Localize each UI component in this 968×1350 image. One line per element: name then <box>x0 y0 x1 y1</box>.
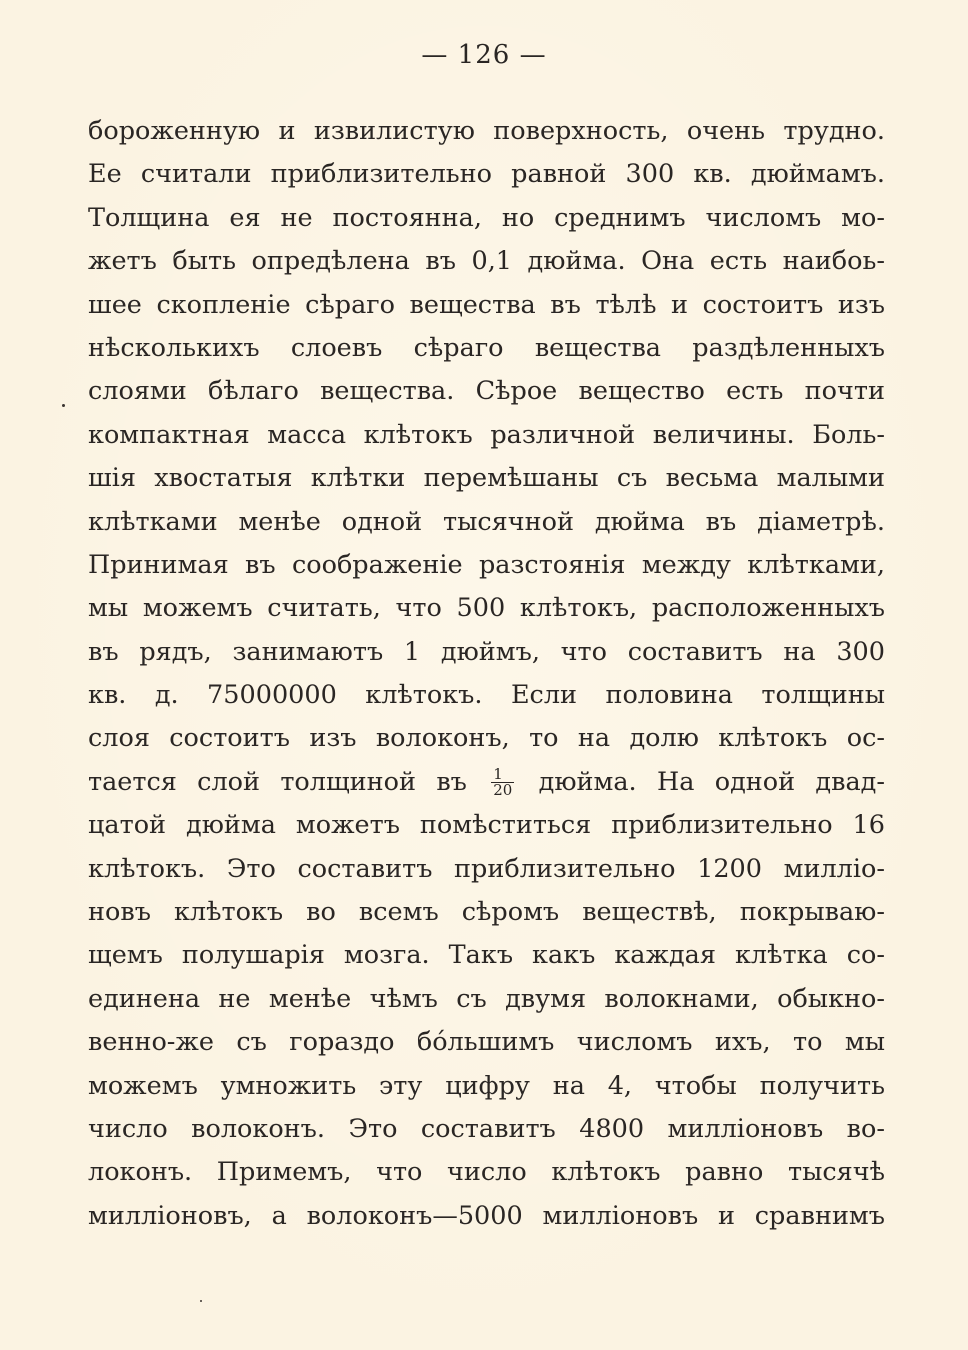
body-text <box>88 110 885 1238</box>
text-line: бороженную и извилистую поверхность, очень трудно. <box>88 116 885 146</box>
text-line-with-fraction <box>88 761 885 804</box>
text-line: слоя состоитъ изъ волоконъ, то на долю клѣтокъ ос- <box>88 723 885 754</box>
ink-speck <box>62 404 65 407</box>
text-line: Принимая въ соображеніе разстоянія между клѣтками, <box>88 549 885 580</box>
text-line: кв. д. 75000000 клѣтокъ. Если половина толщины <box>88 680 885 711</box>
text-line: въ рядъ, занимаютъ 1 дюймъ, что составитъ на 300 <box>88 636 885 667</box>
page-number: — 126 — <box>421 40 547 70</box>
text-line: венно-же съ гораздо бóльшимъ числомъ ихъ, то мы <box>88 1027 885 1058</box>
fraction-numerator: 1 <box>491 767 514 783</box>
text-line: можемъ умножить эту цифру на 4, чтобы получить <box>88 1070 885 1101</box>
text-line: мы можемъ считать, что 500 клѣтокъ, расположенныхъ <box>88 593 885 624</box>
text-line: клѣтокъ. Это составитъ приблизительно 1200 милліо- <box>88 853 885 884</box>
text-line: компактная масса клѣтокъ различной величины. Боль- <box>88 419 885 450</box>
text-line: Толщина ея не постоянна, но среднимъ числомъ мо- <box>88 202 885 233</box>
text-line: новъ клѣтокъ во всемъ сѣромъ веществѣ, покрываю- <box>88 897 885 928</box>
text-line: число волоконъ. Это составитъ 4800 милліоновъ во- <box>88 1113 885 1144</box>
fraction-line-before: тается слой толщиной въ <box>88 766 467 797</box>
ink-speck <box>200 1300 202 1302</box>
fraction-denominator: 20 <box>493 781 513 800</box>
text-line: цатой дюйма можетъ помѣститься приблизительно 16 <box>88 810 885 841</box>
text-line: шее скопленіе сѣраго вещества въ тѣлѣ и состоитъ изъ <box>88 289 885 320</box>
text-line: жетъ быть опредѣлена въ 0,1 дюйма. Она есть наибоь- <box>88 246 885 277</box>
text-line: шія хвостатыя клѣтки перемѣшаны съ весьма малыми <box>88 463 885 494</box>
text-line: единена не менѣе чѣмъ съ двумя волокнами, обыкно- <box>88 983 885 1014</box>
text-line: щемъ полушарія мозга. Такъ какъ каждая клѣтка со- <box>88 940 885 971</box>
text-line: клѣтками менѣе одной тысячной дюйма въ діаметрѣ. <box>88 506 885 537</box>
text-line: нѣсколькихъ слоевъ сѣраго вещества раздѣленныхъ <box>88 332 885 363</box>
fraction <box>491 767 514 798</box>
text-line: локонъ. Примемъ, что число клѣтокъ равно тысячѣ <box>88 1157 885 1188</box>
text-line: Ее считали приблизительно равной 300 кв. дюймамъ. <box>88 159 885 190</box>
fraction-line-after: дюйма. На одной двад- <box>538 766 885 797</box>
text-line: слоями бѣлаго вещества. Сѣрое вещество есть почти <box>88 376 885 407</box>
text-line: милліоновъ, а волоконъ—5000 милліоновъ и сравнимъ <box>88 1200 885 1231</box>
